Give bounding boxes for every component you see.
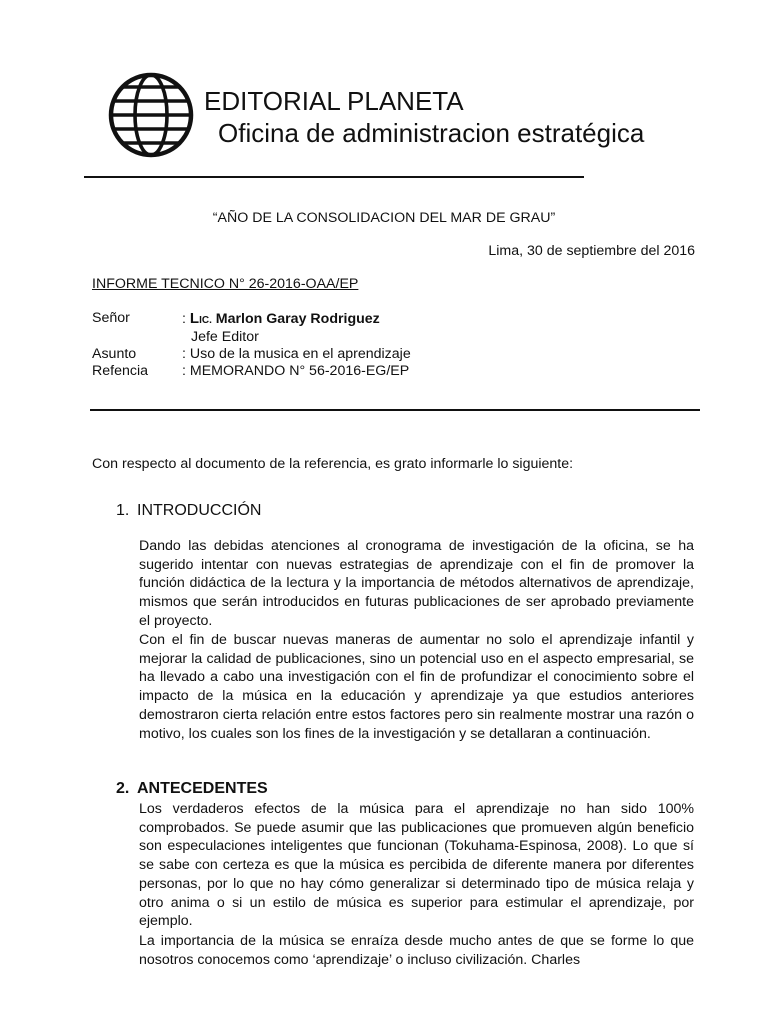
globe-icon [106, 70, 196, 160]
office-name: Oficina de administracion estratégica [218, 118, 645, 148]
paragraph-text: Los verdaderos efectos de la música para el aprendizaje no han sido 100% comprobados. Se puede asumir que las publicaciones que promueven algún beneficio son especulaciones inteligentes que funcionan (Tokuhama-Espinosa, 2008). Lo que sí se sabe con certeza es que la música es percibida de diferente manera por diferentes personas, por lo que no hay cómo generalizar si determinado tipo de música relaja y otro anima o si un estilo de música es superior para estimular el aprendizaje, por ejemplo. [139, 801, 694, 930]
asunto-label: Asunto [92, 346, 137, 362]
senor-prefix-small: IC. [199, 315, 212, 326]
senor-prefix: L [189, 310, 200, 327]
section-number: 1. [116, 502, 130, 519]
subject-row [92, 346, 411, 363]
paragraph-text: Con el fin de buscar nuevas maneras de aumentar no solo el aprendizaje infantil y mejorar la calidad de publicaciones, sino un potencial uso en el aspecto empresarial, se ha llevado a cabo una investigación con el fin de profundizar el conocimiento sobre el impacto de la música en la educación y aprendizaje ya que estudios anteriores demostraron cierta relación entre estos factores pero sin realmente mostrar una razón o motivo, los cuales son los fines de la investigación y se detallaran a continuación. [139, 632, 694, 742]
section-title: INTRODUCCIÓN [137, 502, 262, 519]
referencia-value: : MEMORANDO N° 56-2016-EG/EP [182, 363, 410, 379]
senor-colon: : [182, 311, 190, 327]
addressee-row [92, 310, 411, 329]
senor-name: Marlon Garay Rodriguez [211, 311, 380, 327]
year-motto: “AÑO DE LA CONSOLIDACION DEL MAR DE GRAU” [212, 210, 556, 226]
senor-label: Señor [92, 310, 130, 326]
body-divider [90, 409, 700, 411]
senor-value [182, 310, 380, 329]
section-title: ANTECEDENTES [137, 780, 268, 797]
paragraph [139, 932, 694, 969]
paragraph [139, 631, 694, 743]
section-number: 2. [116, 780, 130, 797]
paragraph-text: Dando las debidas atenciones al cronograma de investigación de la oficina, se ha sugerido intentar con nuevas estrategias de aprendizaje con el fin de promover la función didáctica de la lectura y la importancia de métodos alternativos de aprendizaje, mismos que serán introducidos en futuras publicaciones de ser aprobado previamente el proyecto. [139, 538, 694, 629]
paragraph [139, 800, 694, 931]
brand-name: EDITORIAL PLANETA [204, 86, 464, 116]
senor-title: Jefe Editor [191, 329, 259, 345]
intro-line: Con respecto al documento de la referencia, es grato informarle lo siguiente: [92, 456, 574, 472]
addressee-block [92, 310, 411, 380]
place-date: Lima, 30 de septiembre del 2016 [488, 243, 695, 259]
referencia-label: Refencia [92, 363, 148, 379]
paragraph [139, 537, 694, 631]
header-divider [84, 176, 584, 178]
asunto-value: : Uso de la musica en el aprendizaje [182, 346, 411, 362]
section-heading [116, 502, 261, 520]
addressee-title-row [92, 329, 411, 346]
paragraph-text: La importancia de la música se enraíza desde mucho antes de que se forme lo que nosotros conocemos como ‘aprendizaje’ o incluso civilización. Charles [139, 933, 694, 968]
report-number: INFORME TECNICO N° 26-2016-OAA/EP [92, 276, 359, 292]
reference-row [92, 363, 411, 380]
section-heading [116, 780, 268, 798]
